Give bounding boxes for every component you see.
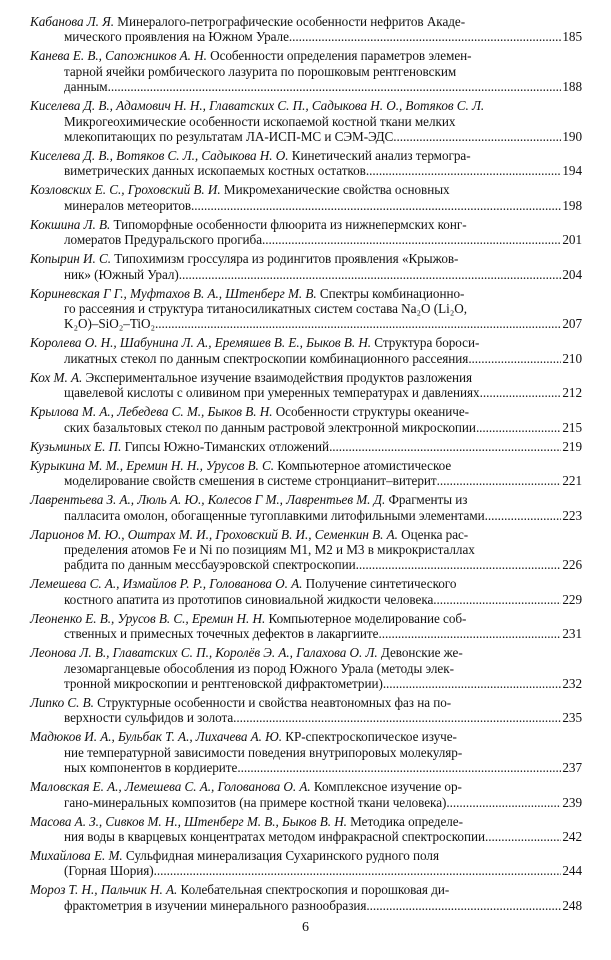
toc-entry <box>30 645 582 691</box>
dot-leader <box>485 829 561 844</box>
entry-page-number: 204 <box>562 266 582 282</box>
dot-leader <box>480 385 562 400</box>
entry-title-line: верхности сульфидов и золота <box>64 710 234 726</box>
toc-entry <box>30 492 582 523</box>
entry-title-line: Гипсы Южно-Тиманских отложений <box>121 438 330 454</box>
entry-title-line: тронной микроскопии и рентгеновской дифрактометрии) <box>64 675 383 691</box>
table-of-contents <box>30 14 582 917</box>
entry-authors: Мадюков И. А., Бульбак Т. А., Лихачева А. Ю. <box>30 729 282 745</box>
entry-title-line: Особенности структуры океаниче- <box>272 404 470 420</box>
entry-title-line: ломератов Предуральского прогиба <box>64 232 263 248</box>
entry-page-number: 232 <box>562 675 582 691</box>
dot-leader <box>468 351 561 366</box>
entry-title-line: Кинетический анализ термогра- <box>288 148 471 164</box>
entry-page-number: 237 <box>562 760 582 776</box>
entry-title-line: Компьютерное моделирование соб- <box>265 610 467 626</box>
entry-authors: Кориневская Г Г., Муфтахов В. А., Штенберг М. В. <box>30 285 317 301</box>
entry-title-line: рабдита по данным мессбауэровской спектроскопии <box>64 557 356 573</box>
entry-page-number: 198 <box>562 197 582 213</box>
entry-authors: Курыкина М. М., Еремин Н. Н., Урусов В. С. <box>30 457 274 473</box>
entry-title-line: Экспериментальное изучение взаимодействия продуктов разложения <box>82 369 472 385</box>
dot-leader <box>108 79 562 94</box>
entry-page-number: 194 <box>562 163 582 179</box>
dot-leader <box>191 198 561 213</box>
entry-title-line: палласита омолон, обогащенные тугоплавкими литофильными элементами <box>64 507 485 523</box>
entry-title-line: щавелевой кислоты с оливином при умеренных температурах и давлениях <box>64 385 480 401</box>
entry-title-line: Сульфидная минерализация Сухаринского рудного поля <box>122 847 439 863</box>
entry-title-line: Методика определе- <box>346 813 463 829</box>
entry-authors: Леонова Л. В., Главатских С. П., Королёв Э. А., Галахова О. Л. <box>30 645 378 661</box>
entry-page-number: 215 <box>562 419 582 435</box>
toc-entry <box>30 335 582 366</box>
toc-entry <box>30 527 582 573</box>
entry-title-line: го рассеяния и структура титаносиликатных систем состава Na₂O (Li₂O, <box>64 301 467 317</box>
dot-leader <box>437 473 562 488</box>
toc-entry <box>30 458 582 489</box>
toc-entry <box>30 404 582 435</box>
entry-title-line: Спектры комбинационно- <box>316 285 465 301</box>
toc-entry <box>30 182 582 213</box>
dot-leader <box>329 439 561 454</box>
entry-page-number: 239 <box>562 794 582 810</box>
entry-page-number: 221 <box>562 473 582 489</box>
entry-authors: Липко С. В. <box>30 694 94 710</box>
entry-title-line: Структурные особенности и свойства неавтономных фаз на по- <box>93 694 452 710</box>
entry-title-line: Особенности определения параметров элемен- <box>206 48 472 64</box>
entry-title-line: Комплексное изучение ор- <box>310 779 462 795</box>
entry-authors: Канева Е. В., Сапожников А. Н. <box>30 48 207 64</box>
dot-leader <box>383 676 562 691</box>
entry-title-line: минералов метеоритов <box>64 197 192 213</box>
dot-leader <box>476 420 561 435</box>
entry-title-line: гано-минеральных композитов (на примере костной ткани человека) <box>64 794 447 810</box>
entry-page-number: 231 <box>562 626 582 642</box>
entry-title-line: ния воды в кварцевых концентратах методом инфракрасной спектроскопии <box>64 828 485 844</box>
entry-page-number: 248 <box>562 897 582 913</box>
entry-authors: Киселева Д. В., Вотяков С. Л., Садыкова Н. О. <box>30 148 289 164</box>
dot-leader <box>237 760 561 775</box>
entry-title-line: мического проявления на Южном Урале <box>64 29 289 45</box>
toc-entry <box>30 848 582 879</box>
entry-page-number: 207 <box>562 316 582 332</box>
entry-authors: Михайлова Е. М. <box>30 847 123 863</box>
entry-title-line: K₂O)–SiO₂–TiO₂ <box>64 316 156 332</box>
dot-leader <box>393 129 561 144</box>
entry-title-line: Микромеханические свойства основных <box>220 182 450 198</box>
entry-authors: Кабанова Л. Я. <box>30 14 115 29</box>
entry-authors: Киселева Д. В., Адамович Н. Н., Главатских С. П., Садыкова Н. О., Вотяков С. Л. <box>30 98 485 114</box>
entry-title-line: Компьютерное атомистическое <box>274 457 452 473</box>
toc-entry <box>30 14 582 45</box>
entry-title-line: тарной ячейки ромбического лазурита по порошковым рентгеновским <box>64 63 457 79</box>
entry-title-line: Девонские же- <box>377 645 463 661</box>
entry-title-line: данным <box>64 79 108 95</box>
entry-page-number: 229 <box>562 591 582 607</box>
dot-leader <box>433 592 561 607</box>
entry-authors: Копырин И. С. <box>30 251 111 267</box>
entry-title-line: КР-спектроскопическое изуче- <box>281 729 457 745</box>
dot-leader <box>446 795 561 810</box>
toc-entry <box>30 251 582 282</box>
entry-title-line: ских базальтовых стекол по данным растровой электронной микроскопии <box>64 419 476 435</box>
entry-authors: Крылова М. А., Лебедева С. М., Быков В. Н. <box>30 404 273 420</box>
entry-title-line: Микрогеохимические особенности ископаемой костной ткани мелких <box>64 113 456 129</box>
entry-authors: Кокшина Л. В. <box>30 216 111 232</box>
entry-title-line: лезомарганцевые обособления из пород Южного Урала (методы элек- <box>64 660 454 676</box>
entry-page-number: 190 <box>562 129 582 145</box>
entry-title-line: Минералого-петрографические особенности нефритов Акаде- <box>114 14 466 29</box>
entry-title-line: Структура бороси- <box>371 335 480 351</box>
entry-title-line: Типохимизм гроссуляра из родингитов проявления «Крыжов- <box>110 251 459 267</box>
entry-title-line: млекопитающих по результатам ЛА-ИСП-МС и СЭМ-ЭДС <box>64 129 394 145</box>
entry-page-number: 219 <box>562 438 582 454</box>
entry-title-line: Оценка рас- <box>397 526 469 542</box>
entry-page-number: 188 <box>562 79 582 95</box>
entry-page-number: 226 <box>562 557 582 573</box>
dot-leader <box>356 557 562 572</box>
entry-authors: Мороз Т. Н., Пальчик Н. А. <box>30 882 178 898</box>
entry-authors: Кох М. А. <box>30 369 83 385</box>
entry-title-line: виметрических данных ископаемых костных остатков <box>64 163 366 179</box>
page-number: 6 <box>302 920 309 935</box>
entry-title-line: костного апатита из прототипов синовиальной жидкости человека <box>64 591 434 607</box>
entry-title-line: (Горная Шория) <box>64 863 154 879</box>
entry-authors: Масова А. З., Сивков М. Н., Штенберг М. В., Быков В. Н. <box>30 813 347 829</box>
toc-entry <box>30 439 582 454</box>
dot-leader <box>179 267 562 282</box>
entry-title-line: пределения атомов Fe и Ni по позициям M1, M2 и M3 в микрокристаллах <box>64 541 475 557</box>
entry-authors: Леоненко Е. В., Урусов В. С., Еремин Н. Н. <box>30 610 266 626</box>
entry-authors: Козловских Е. С., Гроховский В. И. <box>30 182 221 198</box>
toc-entry <box>30 48 582 94</box>
dot-leader <box>366 898 561 913</box>
entry-page-number: 212 <box>562 385 582 401</box>
entry-page-number: 244 <box>562 863 582 879</box>
toc-entry <box>30 217 582 248</box>
dot-leader <box>366 163 562 178</box>
dot-leader <box>155 316 561 331</box>
entry-title-line: Колебательная спектроскопия и порошковая ди- <box>177 882 450 898</box>
entry-title-line: ник» (Южный Урал) <box>64 266 179 282</box>
entry-authors: Ларионов М. Ю., Оштрах М. И., Гроховский В. И., Семенкин В. А. <box>30 526 398 542</box>
toc-entry <box>30 148 582 179</box>
entry-title-line: Типоморфные особенности флюорита из нижнепермских конг- <box>110 216 467 232</box>
entry-authors: Лемешева С. А., Измайлов Р. Р., Голованова О. А. <box>30 576 303 592</box>
entry-title-line: Получение синтетического <box>302 576 457 592</box>
entry-authors: Маловская Е. А., Лемешева С. А., Голованова О. А. <box>30 779 311 795</box>
entry-page-number: 185 <box>562 29 582 45</box>
dot-leader <box>262 232 561 247</box>
entry-title-line: ликатных стекол по данным спектроскопии комбинационного рассеяния <box>64 350 469 366</box>
entry-title-line: ных компонентов в кордиерите <box>64 760 238 776</box>
entry-title-line: моделирование свойств смешения в системе стронцианит–витерит <box>64 473 437 489</box>
entry-title-line: ственных и примесных точечных дефектов в лакаргиите <box>64 626 379 642</box>
entry-title-line: ние температурной зависимости поведения внутрипоровых молекуляр- <box>64 744 463 760</box>
entry-title-line: Фрагменты из <box>385 492 468 508</box>
toc-entry <box>30 98 582 144</box>
toc-entry <box>30 576 582 607</box>
toc-entry <box>30 370 582 401</box>
dot-leader <box>154 863 562 878</box>
entry-page-number: 223 <box>562 507 582 523</box>
toc-entry <box>30 779 582 810</box>
entry-page-number: 201 <box>562 232 582 248</box>
entry-title-line: фрактометрия в изучении минерального разнообразия <box>64 897 367 913</box>
dot-leader <box>289 29 561 44</box>
toc-entry <box>30 611 582 642</box>
toc-entry <box>30 882 582 913</box>
toc-entry <box>30 814 582 845</box>
entry-page-number: 235 <box>562 710 582 726</box>
dot-leader <box>233 710 561 725</box>
entry-page-number: 210 <box>562 350 582 366</box>
dot-leader <box>485 508 562 523</box>
entry-authors: Королева О. Н., Шабунина Л. А., Еремяшев В. Е., Быков В. Н. <box>30 335 372 351</box>
toc-entry <box>30 729 582 775</box>
entry-authors: Лаврентьева З. А., Люль А. Ю., Колесов Г М., Лаврентьев М. Д. <box>30 492 386 508</box>
dot-leader <box>378 626 561 641</box>
toc-entry <box>30 286 582 332</box>
entry-page-number: 242 <box>562 828 582 844</box>
entry-authors: Кузьминых Е. П. <box>30 438 122 454</box>
toc-entry <box>30 695 582 726</box>
